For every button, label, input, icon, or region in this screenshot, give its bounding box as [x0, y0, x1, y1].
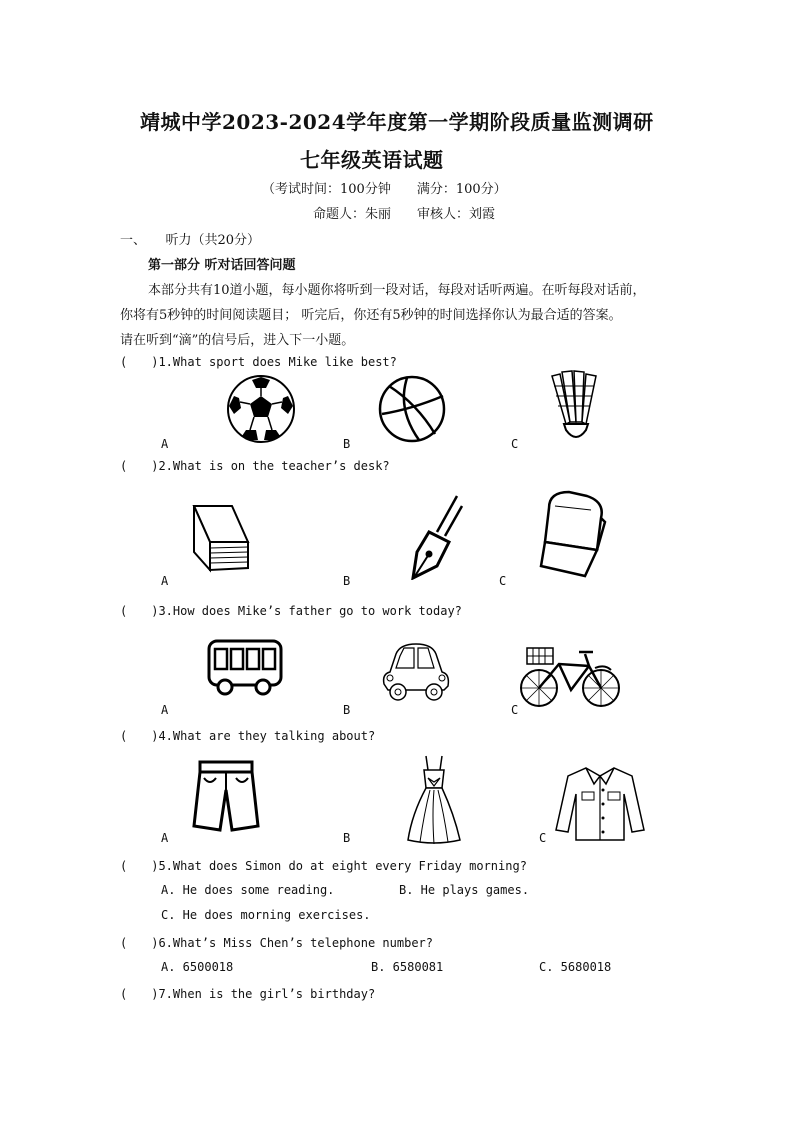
instruction-line-3: 请在听到“滴”的信号后，进入下一小题。 [120, 333, 355, 348]
option-c-label[interactable]: C [539, 831, 547, 845]
option-b-label[interactable]: B [343, 574, 351, 588]
option-b[interactable]: B. 6580081 [371, 960, 444, 974]
option-a-label[interactable]: A [161, 831, 169, 845]
instruction-line-1: 本部分共有10道小题，每小题你将听到一段对话，每段对话听两遍。在听每段对话前， [148, 283, 646, 298]
question-text: What are they talking about? [172, 729, 376, 743]
eraser-icon[interactable] [539, 488, 609, 580]
option-a[interactable]: A. 6500018 [161, 960, 234, 974]
exam-authors: 命题人：朱丽 审核人：刘霞 [313, 207, 496, 222]
option-c-label[interactable]: C [511, 437, 519, 451]
fountain-pen-icon[interactable] [407, 492, 465, 580]
question-1 [120, 353, 397, 370]
book-icon[interactable] [188, 502, 254, 574]
bus-icon[interactable] [205, 637, 285, 699]
answer-blank[interactable]: ( )6. [120, 936, 173, 950]
question-text: When is the girl’s birthday? [172, 987, 376, 1001]
question-text: What’s Miss Chen’s telephone number? [172, 936, 433, 950]
option-c-label[interactable]: C [511, 703, 519, 717]
question-text: What sport does Mike like best? [172, 355, 397, 369]
option-a[interactable]: A. He does some reading. [161, 883, 335, 897]
instruction-line-2: 你将有5秒钟的时间阅读题目； 听完后，你还有5秒钟的时间选择你认为最合适的答案。 [120, 308, 622, 323]
option-c[interactable]: C. 5680018 [539, 960, 612, 974]
question-6 [120, 934, 433, 951]
basketball-icon[interactable] [377, 374, 447, 444]
question-4 [120, 727, 375, 744]
option-c[interactable]: C. He does morning exercises. [161, 908, 371, 922]
car-icon[interactable] [380, 640, 452, 706]
answer-blank[interactable]: ( )5. [120, 859, 173, 873]
bicycle-icon[interactable] [519, 640, 621, 710]
shorts-icon[interactable] [190, 760, 262, 834]
exam-title: 靖城中学2023-2024学年度第一学期阶段质量监测调研 [140, 110, 654, 134]
option-a-label[interactable]: A [161, 437, 169, 451]
answer-blank[interactable]: ( )4. [120, 729, 173, 743]
question-3 [120, 602, 462, 619]
jacket-icon[interactable] [554, 764, 646, 842]
answer-blank[interactable]: ( )1. [120, 355, 173, 369]
option-b[interactable]: B. He plays games. [399, 883, 530, 897]
shuttlecock-icon[interactable] [546, 368, 606, 444]
question-7 [120, 985, 375, 1002]
option-b-label[interactable]: B [343, 703, 351, 717]
question-5 [120, 857, 527, 874]
option-c-label[interactable]: C [499, 574, 507, 588]
question-2 [120, 457, 390, 474]
part-title: 第一部分 听对话回答问题 [148, 258, 296, 273]
question-text: How does Mike’s father go to work today? [172, 604, 462, 618]
dress-icon[interactable] [406, 754, 462, 846]
soccer-ball-icon[interactable] [226, 374, 296, 444]
section-heading: 一、 听力（共20分） [120, 233, 261, 248]
exam-info: （考试时间：100分钟 满分：100分） [262, 182, 507, 197]
option-a-label[interactable]: A [161, 574, 169, 588]
option-b-label[interactable]: B [343, 831, 351, 845]
option-a-label[interactable]: A [161, 703, 169, 717]
question-text: What does Simon do at eight every Friday morning? [172, 859, 527, 873]
question-text: What is on the teacher’s desk? [172, 459, 390, 473]
answer-blank[interactable]: ( )2. [120, 459, 173, 473]
answer-blank[interactable]: ( )3. [120, 604, 173, 618]
option-b-label[interactable]: B [343, 437, 351, 451]
answer-blank[interactable]: ( )7. [120, 987, 173, 1001]
exam-subtitle: 七年级英语试题 [300, 148, 444, 172]
